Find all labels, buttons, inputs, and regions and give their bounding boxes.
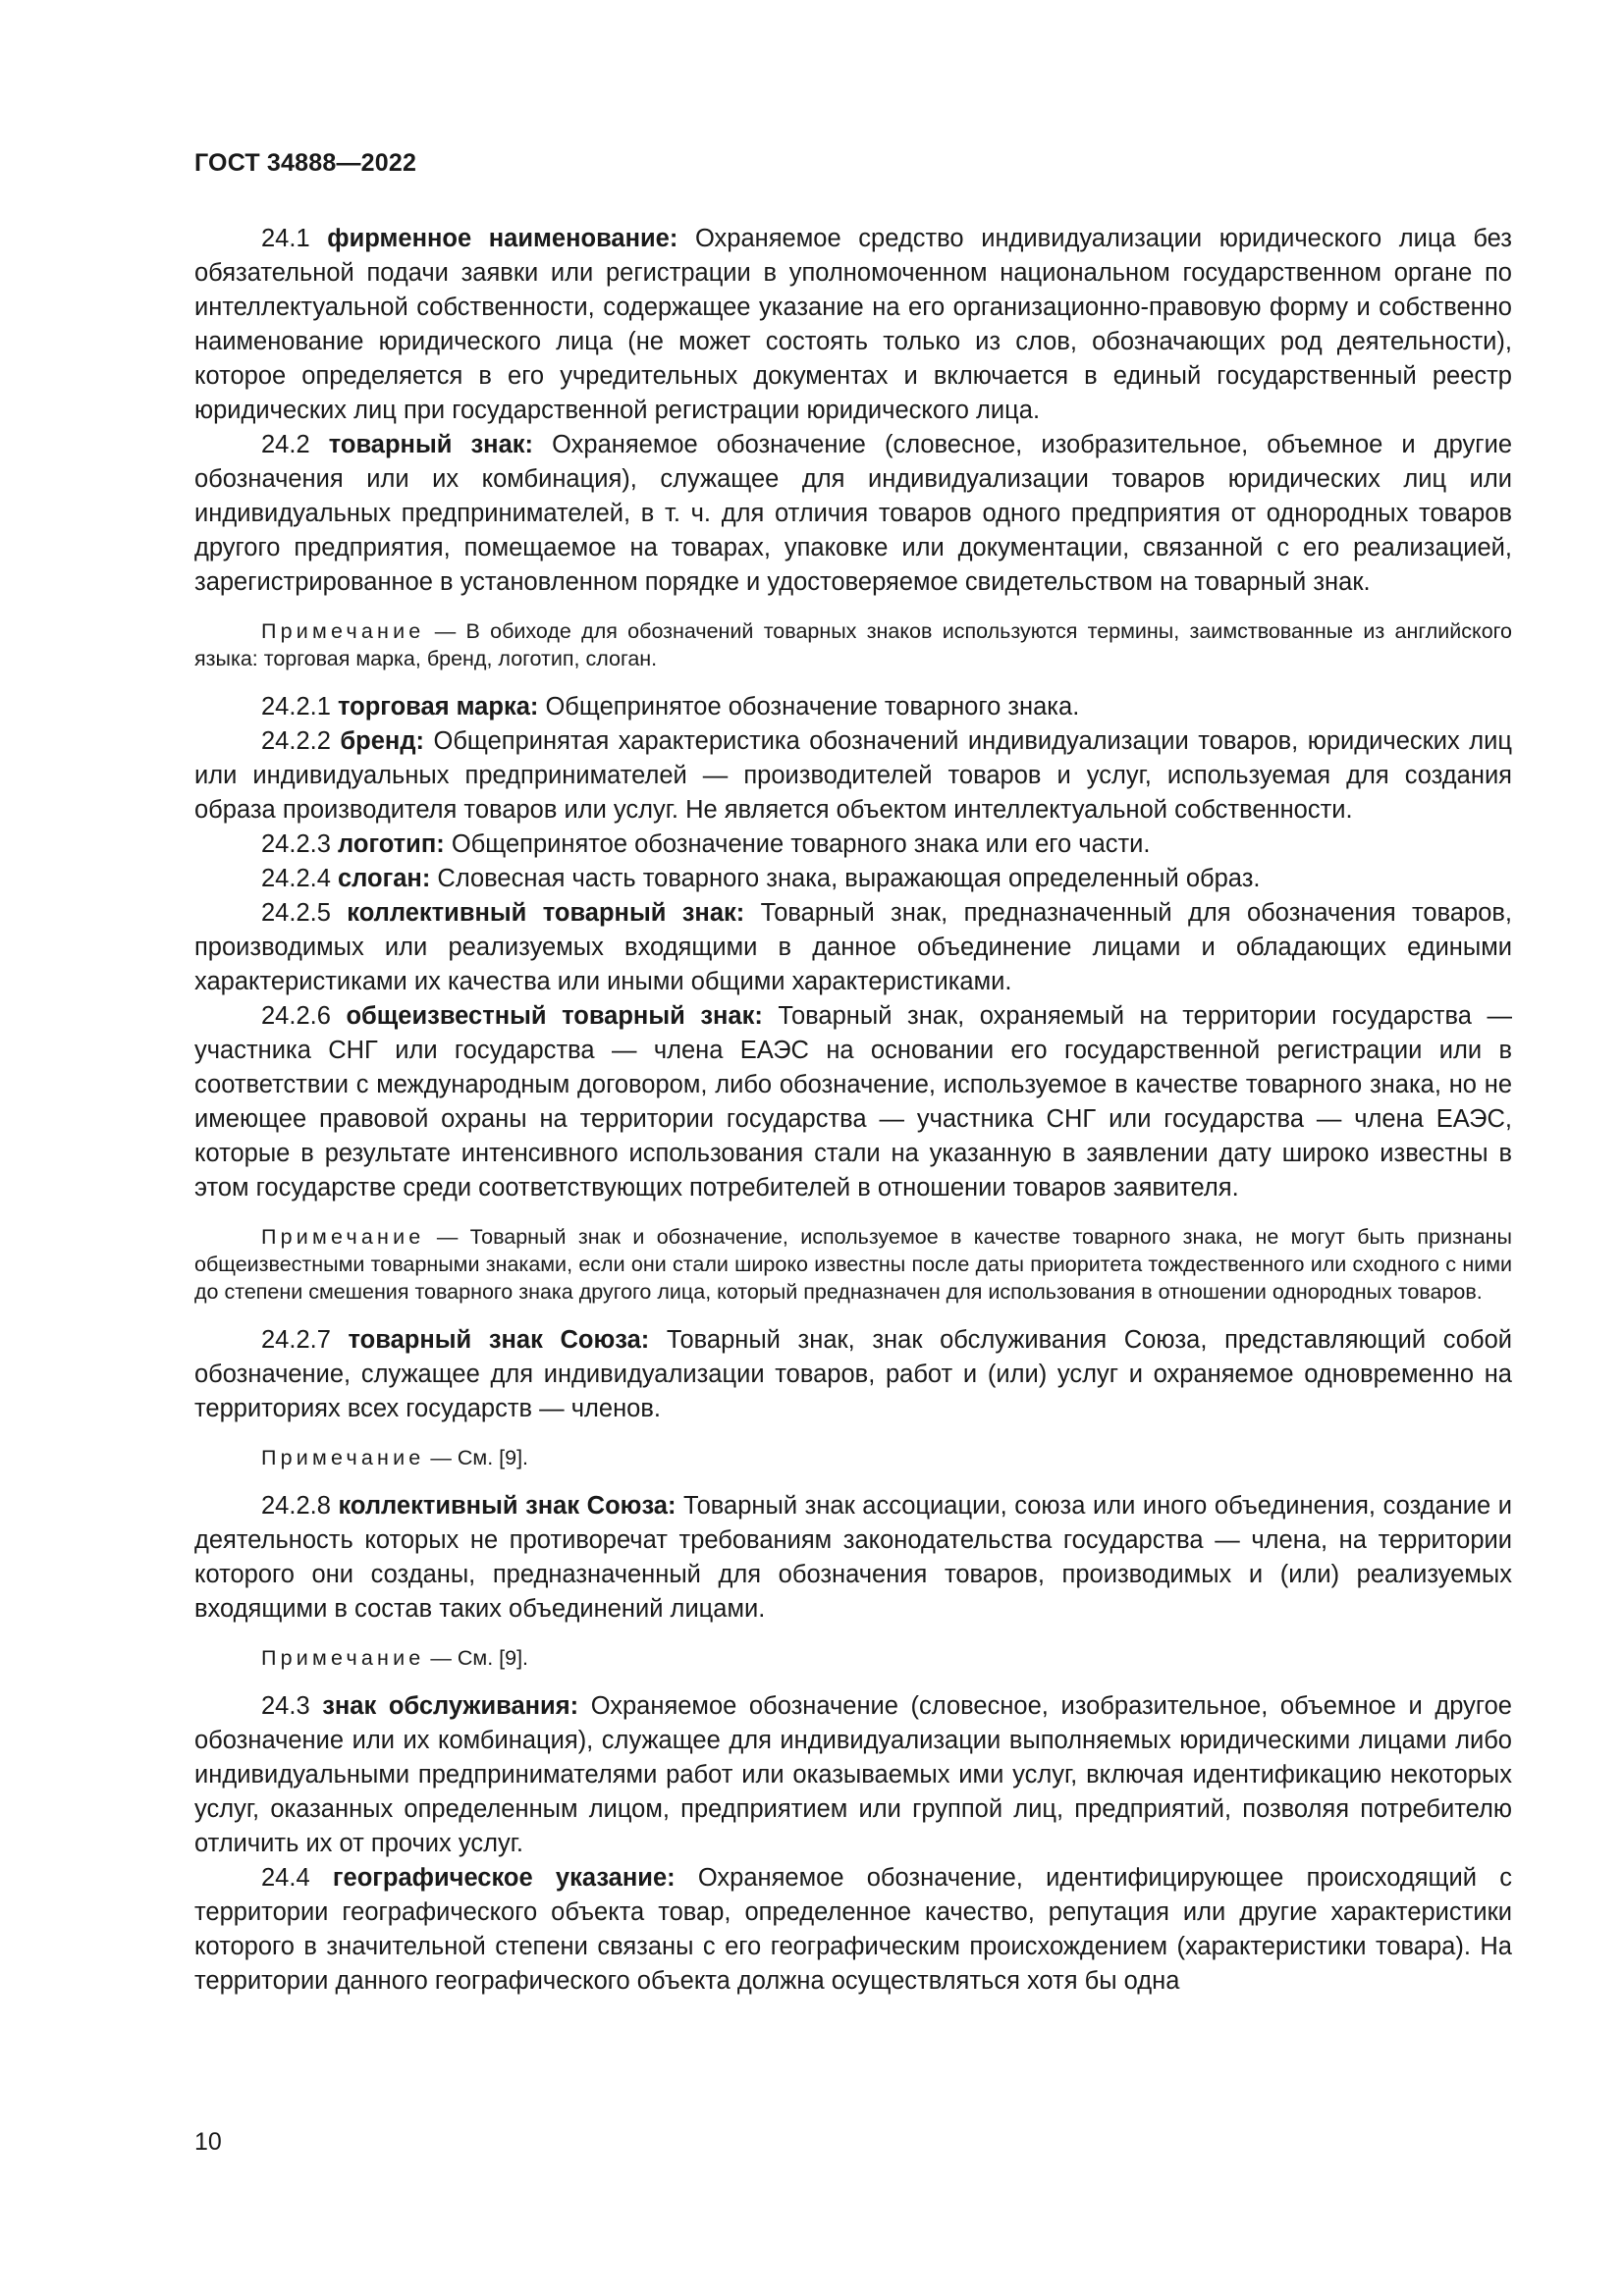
term-definition: Охраняемое средство индивидуализации юридического лица без обязательной подачи заявки или регистрации в уполномоченном национальном государственном органе по интеллектуальной собственности, содержащее указание на его организационно-правовую форму и собственно наименование юридического лица (не может состоять только из слов, обозначающих род деятельности), которое определяется в его учредительных документах и включается в единый государственный реестр юридических лиц при государственной регистрации юридического лица. (194, 225, 1512, 424)
term-paragraph (194, 828, 1512, 862)
note-paragraph (194, 1223, 1512, 1306)
document-body (194, 222, 1512, 1999)
term-paragraph (194, 1689, 1512, 1861)
note-text: — См. [9]. (424, 1646, 529, 1670)
term-title: общеизвестный товарный знак: (346, 1002, 763, 1030)
note-label: Примечание (261, 1446, 425, 1469)
term-number: 24.2.3 (261, 830, 331, 858)
term-definition: Охраняемое обозначение (словесное, изобразительное, объемное и другие обозначения или их комбинация), служащее для индивидуализации товаров юридических лиц или индивидуальных предпринимателей, в т. ч. для отличия товаров одного предприятия от однородных товаров другого предприятия, помещаемое на товарах, упаковке или документации, связанной с его реализацией, зарегистрированное в установленном порядке и удостоверяемое свидетельством на товарный знак. (194, 431, 1512, 596)
note-label: Примечание (261, 1646, 425, 1670)
page-number: 10 (194, 2128, 222, 2156)
note-text: — См. [9]. (424, 1446, 529, 1469)
note-text: — В обиходе для обозначений товарных знаков используются термины, заимствованные из английского языка: торговая марка, бренд, логотип, слоган. (194, 619, 1512, 670)
term-number: 24.2.6 (261, 1002, 331, 1030)
note-label: Примечание (261, 1225, 425, 1249)
term-paragraph (194, 1489, 1512, 1627)
term-title: бренд: (340, 727, 424, 755)
term-paragraph (194, 724, 1512, 828)
term-title: географическое указание: (332, 1864, 676, 1892)
term-paragraph (194, 999, 1512, 1205)
term-definition: Товарный знак ассоциации, союза или иного объединения, создание и деятельность которых не противоречат требованиям законодательства государства — члена, на территории которого они созданы, предназначенный для обозначения товаров, производимых и (или) реализуемых входящими в состав таких объединений лицами. (194, 1492, 1512, 1623)
document-header: ГОСТ 34888—2022 (194, 149, 417, 177)
term-number: 24.2.8 (261, 1492, 331, 1520)
term-number: 24.3 (261, 1692, 310, 1720)
term-paragraph (194, 1323, 1512, 1426)
term-number: 24.1 (261, 225, 310, 252)
term-paragraph (194, 896, 1512, 999)
term-title: слоган: (338, 865, 431, 892)
term-paragraph (194, 1861, 1512, 1999)
term-paragraph (194, 690, 1512, 724)
term-title: коллективный знак Союза: (338, 1492, 677, 1520)
term-title: коллективный товарный знак: (347, 899, 745, 927)
note-paragraph (194, 617, 1512, 672)
term-definition: Охраняемое обозначение, идентифицирующее происходящий с территории географического объекта товар, определенное качество, репутация или другие характеристики которого в значительной степени связаны с его географическим происхождением (характеристики товара). На территории данного географического объекта должна осуществляться хотя бы одна (194, 1864, 1513, 1995)
term-number: 24.4 (261, 1864, 310, 1892)
term-definition: Товарный знак, знак обслуживания Союза, представляющий собой обозначение, служащее для индивидуализации товаров, работ и (или) услуг и охраняемое одновременно на территориях всех государств — членов. (194, 1326, 1512, 1422)
term-definition: Общепринятое обозначение товарного знака. (538, 693, 1080, 721)
term-definition: Товарный знак, предназначенный для обозначения товаров, производимых или реализуемых входящими в данное объединение лицами и обладающих едиными характеристиками их качества или иными общими характеристиками. (194, 899, 1513, 995)
term-paragraph (194, 428, 1512, 600)
note-paragraph (194, 1644, 1512, 1672)
term-definition: Общепринятая характеристика обозначений индивидуализации товаров, юридических лиц или индивидуальных предпринимателей — производителей товаров и услуг, используемая для создания образа производителя товаров или услуг. Не является объектом интеллектуальной собственности. (194, 727, 1512, 824)
term-paragraph (194, 862, 1512, 896)
note-label: Примечание (261, 619, 425, 643)
term-definition: Товарный знак, охраняемый на территории государства — участника СНГ или государства — члена ЕАЭС на основании его государственной регистрации или в соответствии с международным договором, либо обозначение, используемое в качестве товарного знака, но не имеющее правовой охраны на территории государства — участника СНГ или государства — члена ЕАЭС, которые в результате интенсивного использования стали на указанную в заявлении дату широко известны в этом государстве среди соответствующих потребителей в отношении товаров заявителя. (194, 1002, 1513, 1201)
term-number: 24.2.7 (261, 1326, 331, 1354)
note-text: — Товарный знак и обозначение, используемое в качестве товарного знака, не могут быть признаны общеизвестными товарными знаками, если они стали широко известны после даты приоритета тождественного или сходного с ними до степени смешения товарного знака другого лица, который предназначен для использования в отношении однородных товаров. (194, 1225, 1512, 1304)
term-title: знак обслуживания: (322, 1692, 579, 1720)
term-title: торговая марка: (338, 693, 539, 721)
term-definition: Охраняемое обозначение (словесное, изобразительное, объемное и другое обозначение или их комбинация), служащее для индивидуализации выполняемых юридическими лицами либо индивидуальными предпринимателями работ или оказываемых ими услуг, включая идентификацию некоторых услуг, оказанных определенным лицом, предприятием или группой лиц, предприятий, позволяя потребителю отличить их от прочих услуг. (194, 1692, 1512, 1857)
term-number: 24.2.1 (261, 693, 331, 721)
term-title: товарный знак Союза: (348, 1326, 650, 1354)
term-number: 24.2 (261, 431, 310, 458)
term-definition: Словесная часть товарного знака, выражающая определенный образ. (430, 865, 1261, 892)
note-paragraph (194, 1444, 1512, 1471)
term-definition: Общепринятое обозначение товарного знака или его части. (444, 830, 1151, 858)
term-number: 24.2.4 (261, 865, 331, 892)
term-title: фирменное наименование: (327, 225, 678, 252)
term-title: товарный знак: (328, 431, 534, 458)
term-number: 24.2.2 (261, 727, 331, 755)
term-title: логотип: (338, 830, 445, 858)
term-paragraph (194, 222, 1512, 428)
term-number: 24.2.5 (261, 899, 331, 927)
